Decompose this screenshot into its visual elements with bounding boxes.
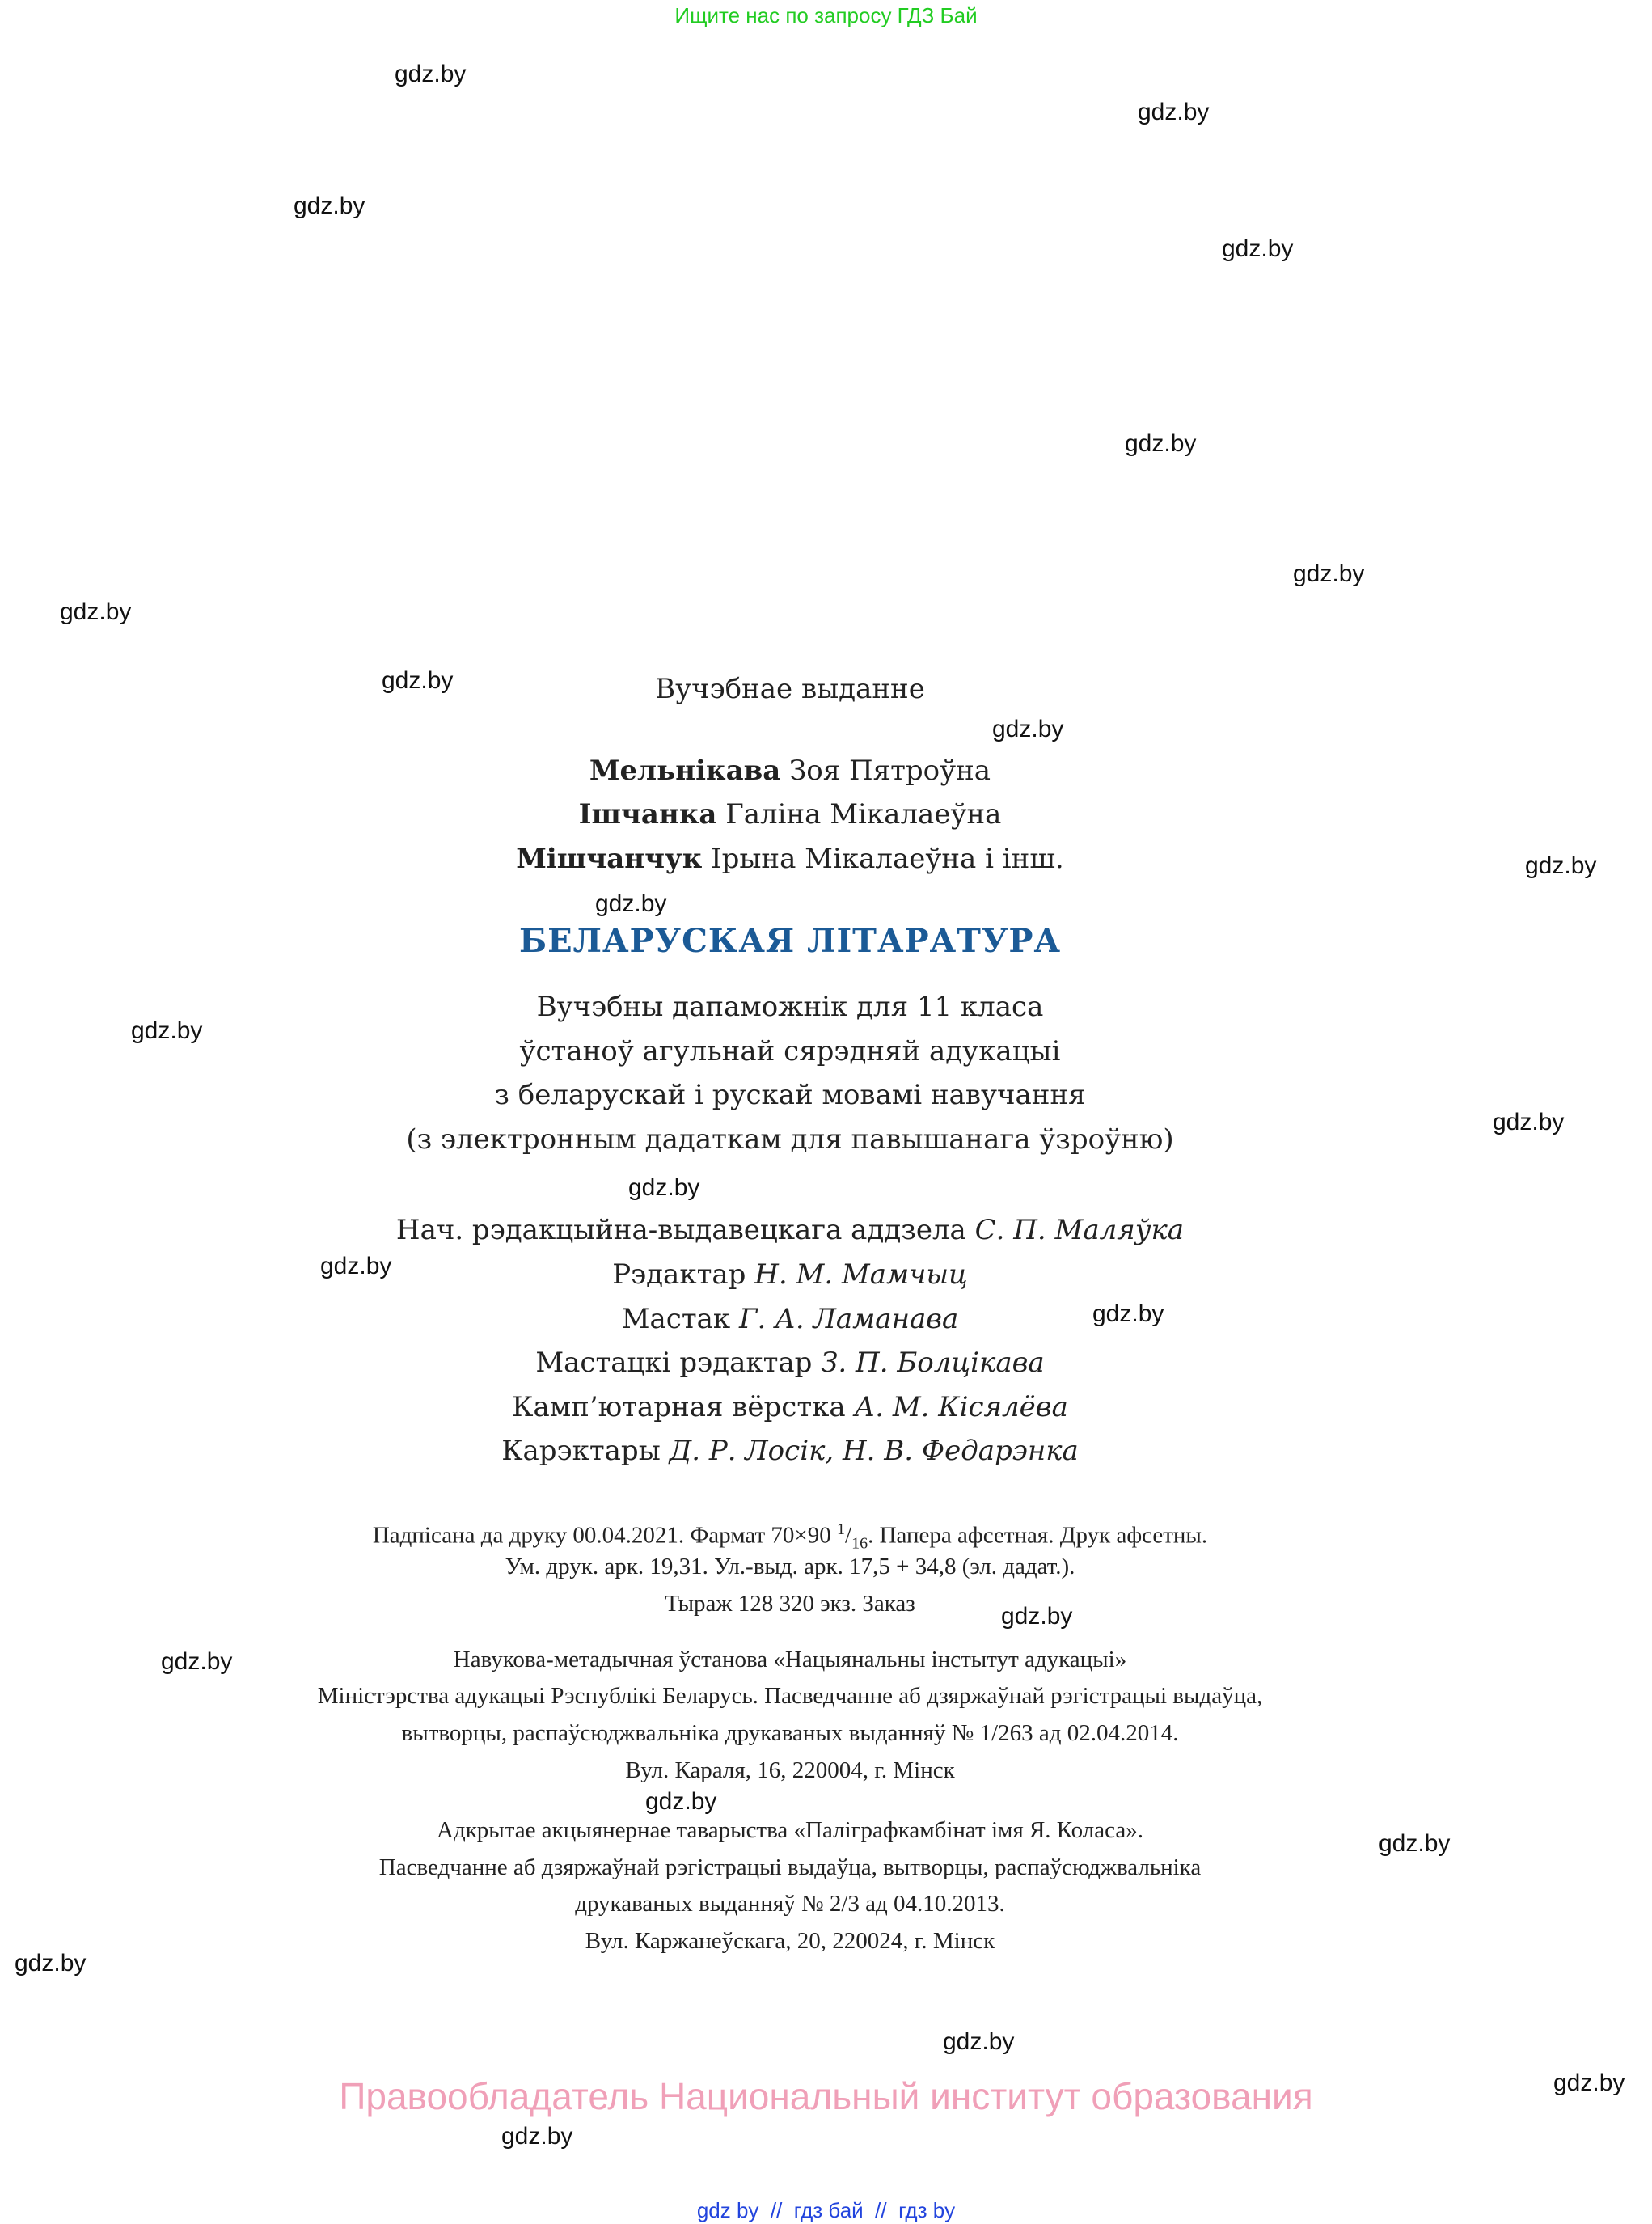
publisher-line: вытворцы, распаўсюджвальніка друкаваных выданняў № 1/263 ад 02.04.2014. xyxy=(401,1720,1179,1746)
watermark: gdz.by xyxy=(1001,1603,1073,1630)
watermark: gdz.by xyxy=(1493,1109,1565,1135)
author-name: Ірына Мікалаеўна і інш. xyxy=(711,843,1064,875)
credit-line xyxy=(0,1431,1580,1471)
bottom-link[interactable]: гдз by xyxy=(898,2198,956,2222)
author-surname: Мельнікава xyxy=(589,755,781,787)
subtitle-line: (з электронным дадаткам для павышанага ўзроўню) xyxy=(406,1123,1174,1156)
watermark: gdz.by xyxy=(294,192,365,219)
printer-line: Вул. Каржанеўскага, 20, 220024, г. Мінск xyxy=(585,1928,995,1954)
credit-role: Мастак xyxy=(621,1303,731,1335)
print-info-line: Падпісана да друку 00.04.2021. Фармат 70×90 $^1/_{16}$. Папера афсетная. Друк афсетны. xyxy=(372,1520,1208,1553)
subtitle-line: ўстаноў агульнай сярэдняй адукацыі xyxy=(519,1035,1061,1068)
credit-person: Г. А. Ламанава xyxy=(738,1303,959,1335)
credit-role: Мастацкі рэдактар xyxy=(535,1347,813,1379)
watermark: gdz.by xyxy=(943,2028,1015,2055)
credit-line xyxy=(0,1387,1580,1427)
watermark: gdz.by xyxy=(992,716,1064,742)
watermark: gdz.by xyxy=(382,667,454,694)
fraction-numerator: 1 xyxy=(837,1520,846,1538)
author-name: Зоя Пятроўна xyxy=(789,755,991,787)
print-info-text: . Папера афсетная. Друк афсетны. xyxy=(868,1522,1208,1549)
bottom-link[interactable]: gdz by xyxy=(696,2198,759,2222)
subtitle-line: Вучэбны дапаможнік для 11 класа xyxy=(536,991,1044,1023)
watermark: gdz.by xyxy=(161,1648,233,1675)
book-title: БЕЛАРУСКАЯ ЛІТАРАТУРА xyxy=(518,922,1062,960)
author-surname: Мішчанчук xyxy=(516,843,703,875)
credit-role: Камп’ютарная вёрстка xyxy=(512,1391,846,1423)
credit-person: А. М. Кісялёва xyxy=(854,1391,1068,1423)
print-info-line: Ум. друк. арк. 19,31. Ул.-выд. арк. 17,5 + 34,8 (эл. дадат.). xyxy=(505,1554,1075,1579)
author-line xyxy=(0,839,1580,879)
watermark: gdz.by xyxy=(628,1174,700,1201)
edition-type: Вучэбнае выданне xyxy=(655,673,925,705)
credit-person: З. П. Болцікава xyxy=(821,1347,1045,1379)
watermark: gdz.by xyxy=(1553,2070,1625,2096)
credit-line xyxy=(0,1299,1580,1339)
credit-line xyxy=(0,1342,1580,1383)
publisher-line: Навукова-метадычная ўстанова «Нацыянальны інстытут адукацыі» xyxy=(453,1647,1127,1672)
bottom-links xyxy=(0,2198,1652,2223)
watermark: gdz.by xyxy=(1379,1830,1451,1857)
watermark: gdz.by xyxy=(1222,235,1294,262)
copyright-watermark: Правообладатель Национальный институт образования xyxy=(339,2075,1313,2117)
top-banner: Ищите нас по запросу ГДЗ Бай xyxy=(674,3,978,27)
watermark: gdz.by xyxy=(60,598,132,625)
watermark: gdz.by xyxy=(131,1017,203,1044)
credit-person: С. П. Маляўка xyxy=(974,1214,1185,1246)
watermark: gdz.by xyxy=(1092,1300,1164,1327)
fraction-denominator: 16 xyxy=(851,1534,868,1553)
author-line xyxy=(0,750,1580,791)
watermark: gdz.by xyxy=(1293,560,1365,587)
credit-person: Н. М. Мамчыц xyxy=(754,1258,968,1291)
credit-role: Нач. рэдакцыйна-выдавецкага аддзела xyxy=(395,1214,966,1246)
watermark: gdz.by xyxy=(395,61,467,87)
watermark: gdz.by xyxy=(645,1788,717,1815)
publisher-line: Вул. Караля, 16, 220004, г. Мінск xyxy=(625,1757,955,1783)
watermark: gdz.by xyxy=(595,890,667,917)
watermark: gdz.by xyxy=(1525,852,1597,879)
author-surname: Ішчанка xyxy=(578,798,717,831)
credit-role: Рэдактар xyxy=(612,1258,746,1291)
credit-line xyxy=(0,1254,1580,1295)
watermark: gdz.by xyxy=(15,1950,87,1977)
credit-person: Д. Р. Лосік, Н. В. Федарэнка xyxy=(669,1435,1079,1467)
credit-line xyxy=(0,1210,1580,1250)
link-separator: // xyxy=(770,2198,783,2222)
author-name: Галіна Мікалаеўна xyxy=(725,798,1002,831)
author-line xyxy=(0,794,1580,835)
watermark: gdz.by xyxy=(320,1253,392,1279)
printer-line: Адкрытае акцыянернае таварыства «Паліграфкамбінат імя Я. Коласа». xyxy=(437,1817,1143,1843)
credit-role: Карэктары xyxy=(501,1435,661,1467)
print-info-line: Тыраж 128 320 экз. Заказ xyxy=(665,1591,915,1617)
print-info-text: Падпісана да друку 00.04.2021. Фармат 70×90 xyxy=(372,1522,838,1549)
printer-line: Пасведчанне аб дзяржаўнай рэгістрацыі выдаўца, вытворцы, распаўсюджвальніка xyxy=(378,1854,1202,1880)
watermark: gdz.by xyxy=(1125,430,1197,457)
subtitle-line: з беларускай і рускай мовамі навучання xyxy=(494,1079,1086,1111)
printer-line: друкаваных выданняў № 2/3 ад 04.10.2013. xyxy=(575,1891,1005,1917)
bottom-link[interactable]: гдз бай xyxy=(793,2198,864,2222)
publisher-line: Міністэрства адукацыі Рэспублікі Беларусь. Пасведчанне аб дзяржаўнай рэгістрацыі выдаўца, xyxy=(317,1683,1263,1709)
watermark: gdz.by xyxy=(501,2123,573,2150)
link-separator: // xyxy=(875,2198,887,2222)
watermark: gdz.by xyxy=(1138,99,1210,125)
